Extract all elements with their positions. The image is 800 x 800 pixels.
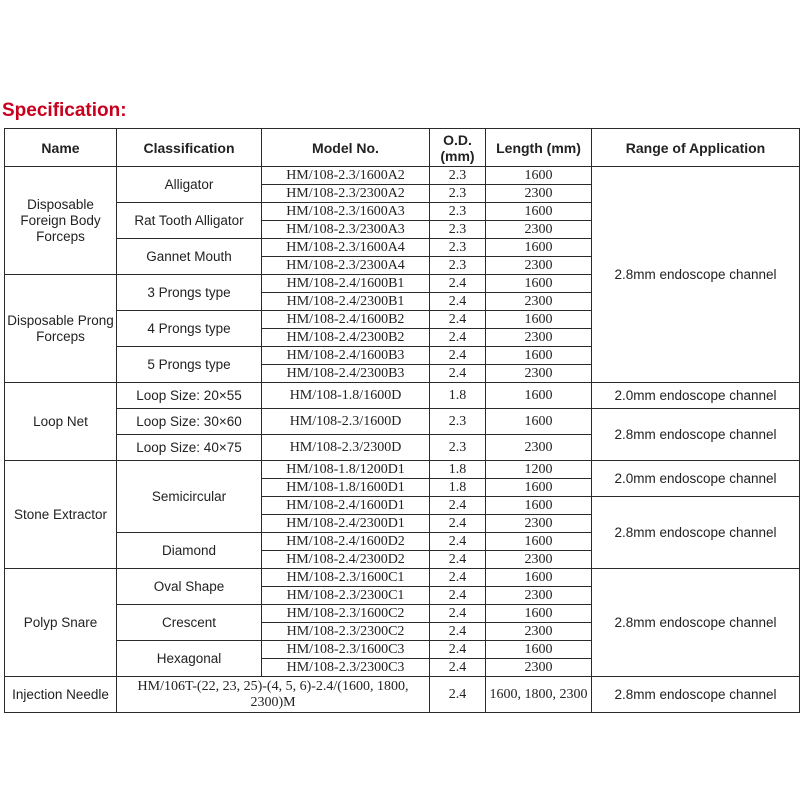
od-cell: 2.3 [430, 167, 486, 185]
model-cell: HM/108-2.3/1600D [262, 409, 430, 435]
model-cell: HM/108-2.4/1600B1 [262, 275, 430, 293]
application-cell: 2.0mm endoscope channel [592, 461, 800, 497]
length-cell: 2300 [486, 587, 592, 605]
classification-cell: Loop Size: 40×75 [117, 435, 262, 461]
length-cell: 2300 [486, 623, 592, 641]
classification-cell: Semicircular [117, 461, 262, 533]
table-row [5, 383, 800, 409]
classification-cell: Hexagonal [117, 641, 262, 677]
model-cell: HM/108-2.3/2300C1 [262, 587, 430, 605]
model-cell: HM/108-2.3/2300A3 [262, 221, 430, 239]
length-cell: 2300 [486, 185, 592, 203]
od-cell: 2.4 [430, 365, 486, 383]
length-cell: 2300 [486, 551, 592, 569]
classification-cell: 5 Prongs type [117, 347, 262, 383]
application-cell: 2.8mm endoscope channel [592, 497, 800, 569]
header-od [430, 129, 486, 167]
od-cell: 2.3 [430, 435, 486, 461]
model-cell: HM/108-2.4/2300B1 [262, 293, 430, 311]
model-cell: HM/108-2.4/2300D2 [262, 551, 430, 569]
od-cell: 2.4 [430, 311, 486, 329]
product-name: Loop Net [5, 383, 117, 461]
model-cell: HM/108-2.3/2300A2 [262, 185, 430, 203]
classification-cell: Rat Tooth Alligator [117, 203, 262, 239]
header-name: Name [5, 129, 117, 167]
length-cell: 1600 [486, 239, 592, 257]
od-cell: 2.4 [430, 275, 486, 293]
model-cell: HM/106T-(22, 23, 25)-(4, 5, 6)-2.4/(1600, 1800, 2300)M [117, 677, 430, 713]
length-cell: 1600 [486, 383, 592, 409]
classification-cell: 3 Prongs type [117, 275, 262, 311]
classification-cell: Loop Size: 20×55 [117, 383, 262, 409]
length-cell: 1600 [486, 167, 592, 185]
od-cell: 1.8 [430, 461, 486, 479]
application-cell: 2.8mm endoscope channel [592, 409, 800, 461]
classification-cell: Oval Shape [117, 569, 262, 605]
length-cell: 1600 [486, 347, 592, 365]
model-cell: HM/108-2.3/1600C3 [262, 641, 430, 659]
od-cell: 2.3 [430, 185, 486, 203]
length-cell: 1600, 1800, 2300 [486, 677, 592, 713]
product-name: Injection Needle [5, 677, 117, 713]
od-cell: 2.4 [430, 329, 486, 347]
od-cell: 2.4 [430, 551, 486, 569]
od-cell: 1.8 [430, 479, 486, 497]
classification-cell: Alligator [117, 167, 262, 203]
od-cell: 2.3 [430, 239, 486, 257]
length-cell: 2300 [486, 365, 592, 383]
header-model: Model No. [262, 129, 430, 167]
od-cell: 2.4 [430, 347, 486, 365]
classification-cell: Diamond [117, 533, 262, 569]
model-cell: HM/108-2.3/2300A4 [262, 257, 430, 275]
od-cell: 2.4 [430, 497, 486, 515]
length-cell: 2300 [486, 221, 592, 239]
classification-cell: Crescent [117, 605, 262, 641]
model-cell: HM/108-2.4/2300B2 [262, 329, 430, 347]
header-application: Range of Application [592, 129, 800, 167]
length-cell: 2300 [486, 257, 592, 275]
model-cell: HM/108-2.3/1600A3 [262, 203, 430, 221]
table-row [5, 409, 800, 435]
header-length: Length (mm) [486, 129, 592, 167]
table-row [5, 167, 800, 185]
od-cell: 2.4 [430, 533, 486, 551]
od-cell: 2.4 [430, 677, 486, 713]
length-cell: 2300 [486, 515, 592, 533]
model-cell: HM/108-2.3/1600C1 [262, 569, 430, 587]
header-od-label: O.D. [443, 131, 472, 148]
classification-cell: 4 Prongs type [117, 311, 262, 347]
model-cell: HM/108-1.8/1200D1 [262, 461, 430, 479]
length-cell: 1200 [486, 461, 592, 479]
model-cell: HM/108-2.3/2300D [262, 435, 430, 461]
length-cell: 1600 [486, 569, 592, 587]
od-cell: 2.4 [430, 587, 486, 605]
length-cell: 1600 [486, 203, 592, 221]
model-cell: HM/108-2.4/1600B2 [262, 311, 430, 329]
length-cell: 1600 [486, 497, 592, 515]
length-cell: 1600 [486, 275, 592, 293]
product-name: Stone Extractor [5, 461, 117, 569]
model-cell: HM/108-1.8/1600D [262, 383, 430, 409]
length-cell: 1600 [486, 409, 592, 435]
od-cell: 2.4 [430, 569, 486, 587]
od-cell: 1.8 [430, 383, 486, 409]
specification-table [4, 128, 800, 713]
table-row [5, 677, 800, 713]
od-cell: 2.3 [430, 257, 486, 275]
header-classification: Classification [117, 129, 262, 167]
model-cell: HM/108-2.4/1600D1 [262, 497, 430, 515]
model-cell: HM/108-2.4/2300D1 [262, 515, 430, 533]
length-cell: 2300 [486, 435, 592, 461]
model-cell: HM/108-2.3/2300C2 [262, 623, 430, 641]
model-cell: HM/108-2.3/1600C2 [262, 605, 430, 623]
model-cell: HM/108-2.3/2300C3 [262, 659, 430, 677]
header-row [5, 129, 800, 167]
header-od-unit: (mm) [440, 147, 475, 164]
od-cell: 2.3 [430, 221, 486, 239]
model-cell: HM/108-2.3/1600A4 [262, 239, 430, 257]
model-cell: HM/108-2.4/2300B3 [262, 365, 430, 383]
table-row [5, 461, 800, 479]
classification-cell: Gannet Mouth [117, 239, 262, 275]
od-cell: 2.3 [430, 409, 486, 435]
page-heading: Specification: [2, 100, 127, 121]
length-cell: 1600 [486, 605, 592, 623]
model-cell: HM/108-2.3/1600A2 [262, 167, 430, 185]
length-cell: 2300 [486, 329, 592, 347]
length-cell: 1600 [486, 479, 592, 497]
table-row [5, 569, 800, 587]
od-cell: 2.3 [430, 203, 486, 221]
od-cell: 2.4 [430, 605, 486, 623]
od-cell: 2.4 [430, 623, 486, 641]
product-name: Polyp Snare [5, 569, 117, 677]
application-cell: 2.0mm endoscope channel [592, 383, 800, 409]
classification-cell: Loop Size: 30×60 [117, 409, 262, 435]
od-cell: 2.4 [430, 515, 486, 533]
model-cell: HM/108-1.8/1600D1 [262, 479, 430, 497]
model-cell: HM/108-2.4/1600D2 [262, 533, 430, 551]
product-name: Disposable Prong Forceps [5, 275, 117, 383]
length-cell: 2300 [486, 659, 592, 677]
product-name: Disposable Foreign Body Forceps [5, 167, 117, 275]
length-cell: 1600 [486, 641, 592, 659]
od-cell: 2.4 [430, 641, 486, 659]
od-cell: 2.4 [430, 659, 486, 677]
application-cell: 2.8mm endoscope channel [592, 167, 800, 383]
od-cell: 2.4 [430, 293, 486, 311]
length-cell: 1600 [486, 533, 592, 551]
application-cell: 2.8mm endoscope channel [592, 569, 800, 677]
model-cell: HM/108-2.4/1600B3 [262, 347, 430, 365]
length-cell: 2300 [486, 293, 592, 311]
length-cell: 1600 [486, 311, 592, 329]
application-cell: 2.8mm endoscope channel [592, 677, 800, 713]
